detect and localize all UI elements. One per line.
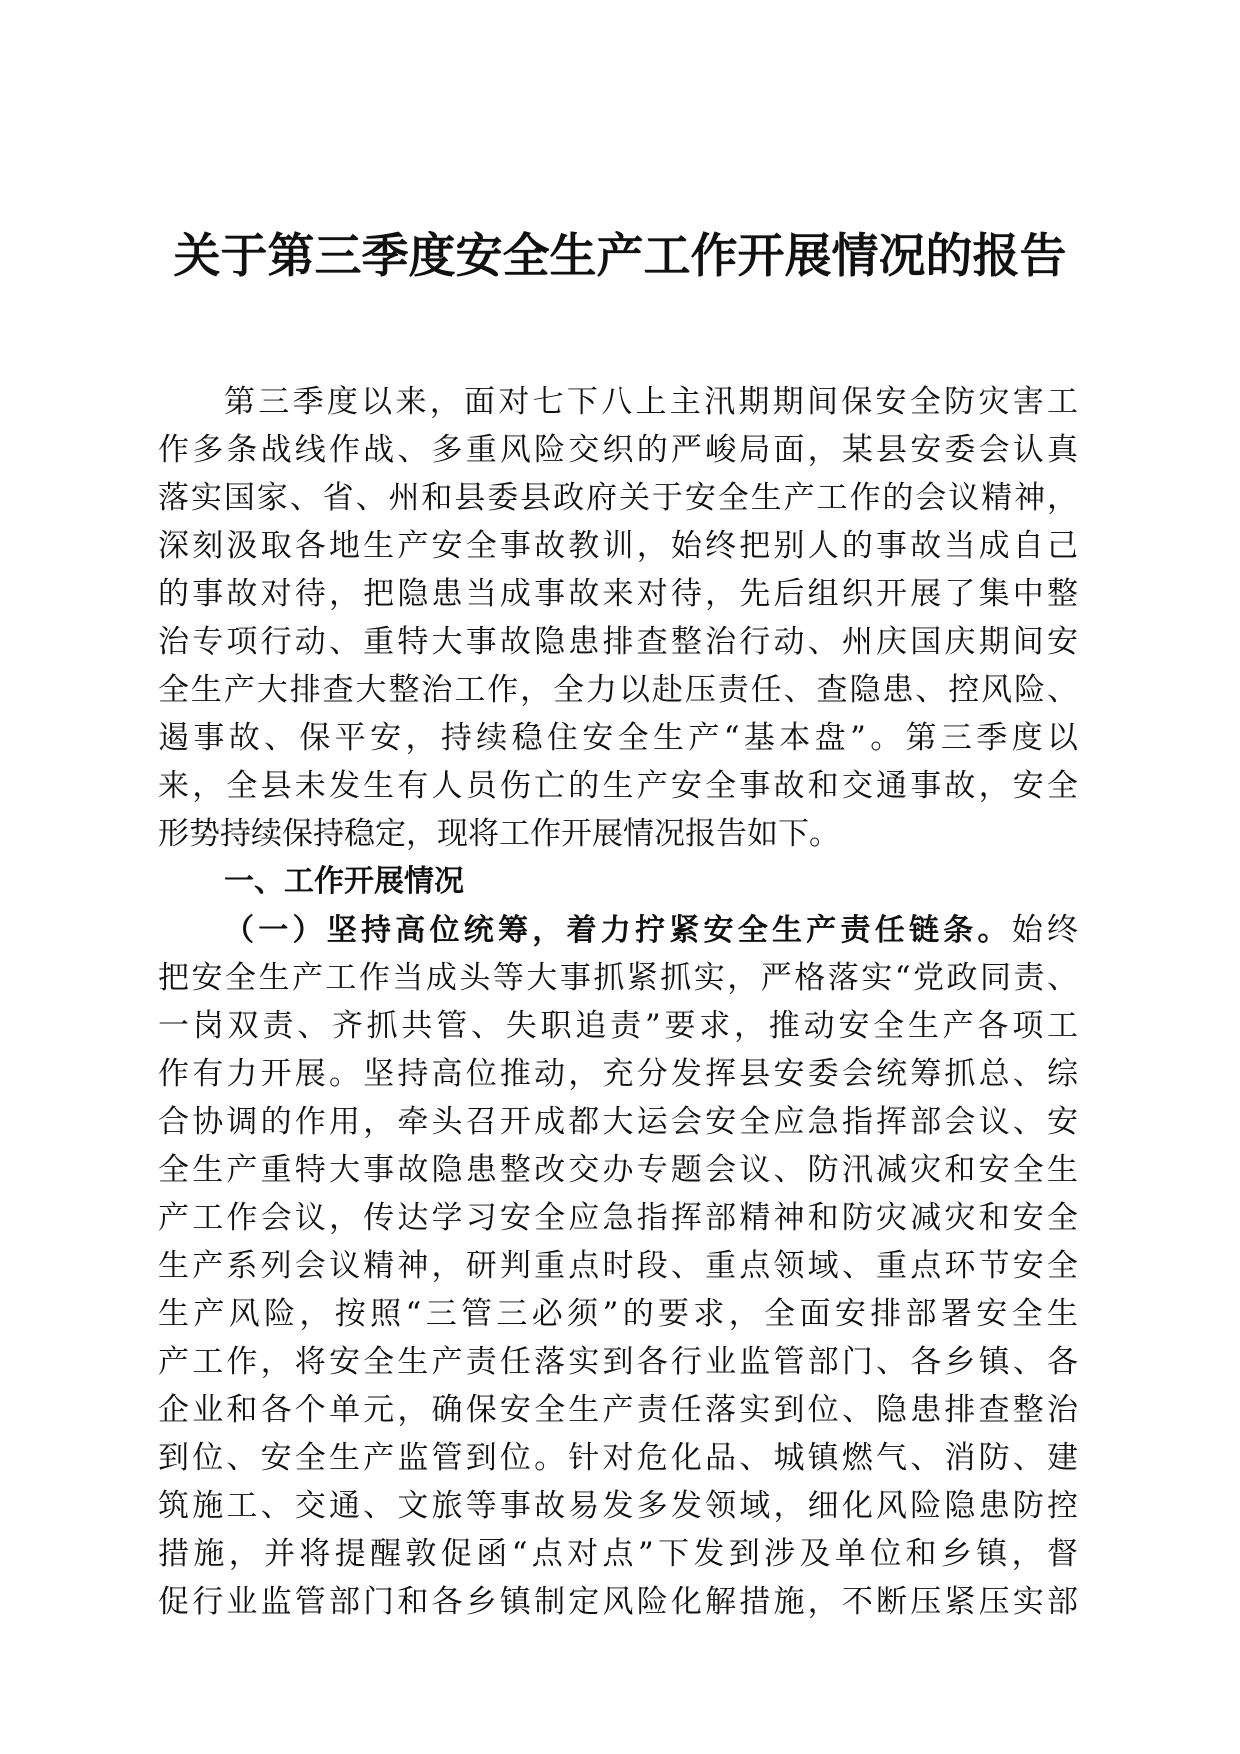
paragraph-line: 生产系列会议精神，研判重点时段、重点领域、重点环节安全 xyxy=(158,1248,1078,1284)
subsection-paragraph xyxy=(158,906,1078,1626)
paragraph-line: 到位、安全生产监管到位。针对危化品、城镇燃气、消防、建 xyxy=(158,1440,1078,1476)
subsection-first-line xyxy=(158,906,1078,954)
paragraph-line: 遏事故、保平安，持续稳住安全生产“基本盘”。第三季度以 xyxy=(158,720,1078,756)
paragraph-line: 产工作，将安全生产责任落实到各行业监管部门、各乡镇、各 xyxy=(158,1344,1078,1380)
paragraph-line: 全生产大排查大整治工作，全力以赴压责任、查隐患、控风险、 xyxy=(158,672,1078,708)
paragraph-line: 促行业监管部门和各乡镇制定风险化解措施，不断压紧压实部 xyxy=(158,1584,1078,1620)
paragraph-line: 治专项行动、重特大事故隐患排查整治行动、州庆国庆期间安 xyxy=(158,624,1078,660)
paragraph-line: 作有力开展。坚持高位推动，充分发挥县安委会统筹抓总、综 xyxy=(158,1056,1078,1092)
paragraph-line: 合协调的作用，牵头召开成都大运会安全应急指挥部会议、安 xyxy=(158,1104,1078,1140)
intro-paragraph xyxy=(158,378,1078,858)
paragraph-line: 的事故对待，把隐患当成事故来对待，先后组织开展了集中整 xyxy=(158,576,1078,612)
subsection-heading: （一）坚持高位统筹，着力拧紧安全生产责任链条。 xyxy=(224,913,1012,948)
paragraph-line: 筑施工、交通、文旅等事故易发多发领域，细化风险隐患防控 xyxy=(158,1488,1078,1524)
paragraph-line: 全生产重特大事故隐患整改交办专题会议、防汛减灾和安全生 xyxy=(158,1152,1078,1188)
paragraph-line: 一岗双责、齐抓共管、失职追责”要求，推动安全生产各项工 xyxy=(158,1008,1078,1044)
subsection-first-line-rest: 始终 xyxy=(1011,912,1078,948)
paragraph-line: 产工作会议，传达学习安全应急指挥部精神和防灾减灾和安全 xyxy=(158,1200,1078,1236)
paragraph-line: 形势持续保持稳定，现将工作开展情况报告如下。 xyxy=(158,816,840,852)
paragraph-line: 生产风险，按照“三管三必须”的要求，全面安排部署安全生 xyxy=(158,1296,1078,1332)
paragraph-line: 作多条战线作战、多重风险交织的严峻局面，某县安委会认真 xyxy=(158,432,1078,468)
paragraph-line: 落实国家、省、州和县委县政府关于安全生产工作的会议精神， xyxy=(158,480,1078,516)
paragraph-line: 企业和各个单元，确保安全生产责任落实到位、隐患排查整治 xyxy=(158,1392,1078,1428)
paragraph-line: 措施，并将提醒敦促函“点对点”下发到涉及单位和乡镇，督 xyxy=(158,1536,1078,1572)
paragraph-line: 把安全生产工作当成头等大事抓紧抓实，严格落实“党政同责、 xyxy=(158,960,1078,996)
section-heading: 一、工作开展情况 xyxy=(224,864,464,899)
document-body xyxy=(158,378,1078,1626)
paragraph-line: 深刻汲取各地生产安全事故教训，始终把别人的事故当成自己 xyxy=(158,528,1078,564)
paragraph-line: 来，全县未发生有人员伤亡的生产安全事故和交通事故，安全 xyxy=(158,768,1078,804)
paragraph-line: 第三季度以来，面对七下八上主汛期期间保安全防灾害工 xyxy=(224,384,1078,420)
document-title: 关于第三季度安全生产工作开展情况的报告 xyxy=(173,229,1067,284)
